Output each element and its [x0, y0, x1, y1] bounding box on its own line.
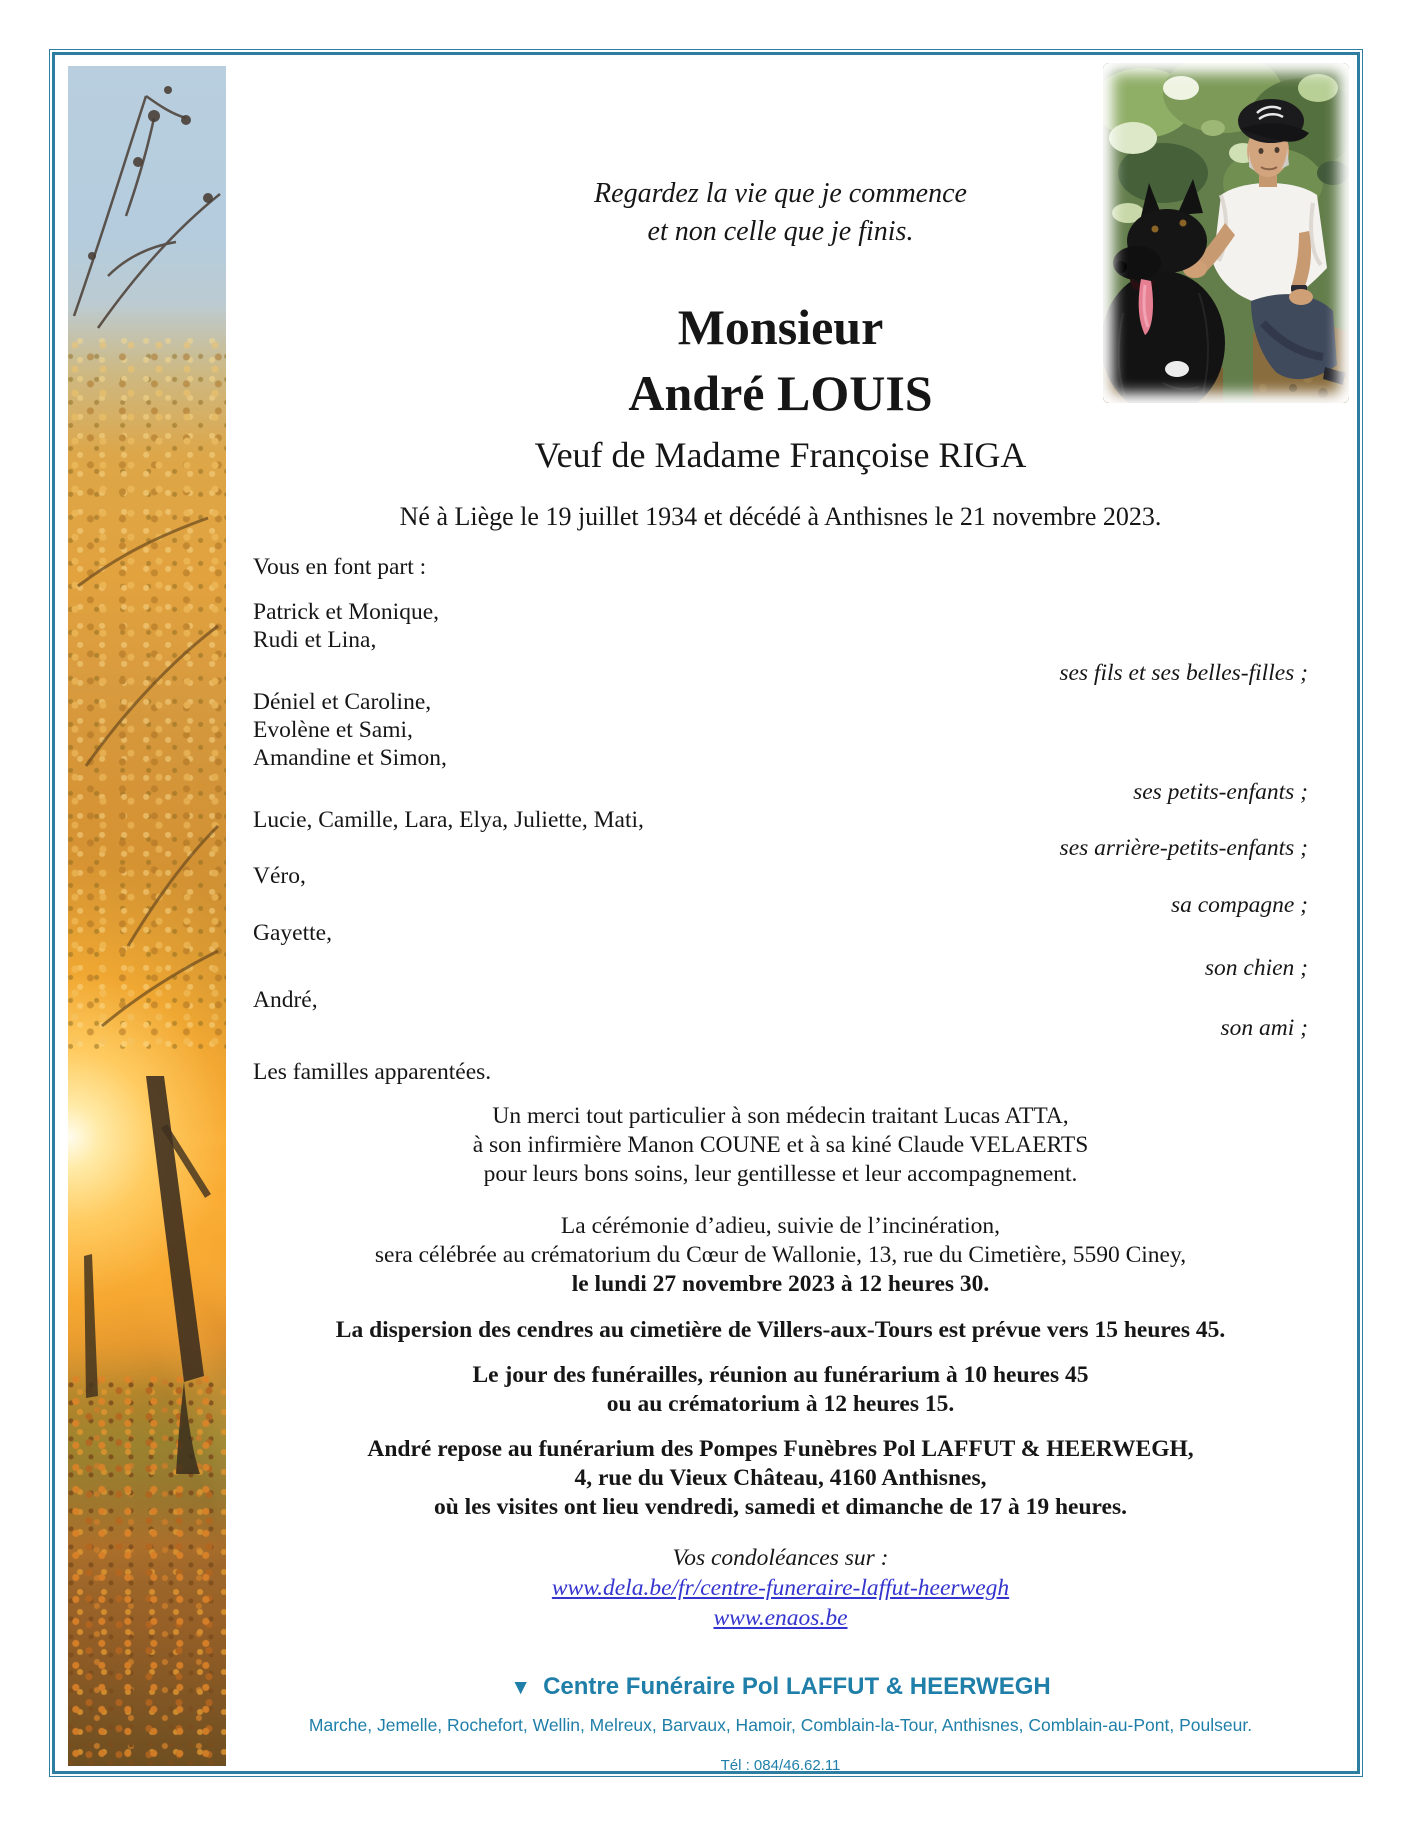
family-name: Rudi et Lina, [253, 627, 377, 653]
thanks-paragraph [253, 1102, 1308, 1189]
repose-line-1: André repose au funérarium des Pompes Funèbres Pol LAFFUT & HEERWEGH, [367, 1436, 1194, 1462]
triangle-down-icon: ▼ [510, 1676, 532, 1699]
ceremony-line-1: La cérémonie d’adieu, suivie de l’incinération, [560, 1213, 1001, 1239]
family-group-sons [253, 598, 1308, 654]
family-name: Evolène et Sami, [253, 717, 413, 743]
family-group-friend: André, [253, 987, 318, 1013]
decorative-page-border [52, 52, 1360, 1774]
title-monsieur: Monsieur [677, 299, 884, 355]
family-name: Déniel et Caroline, [253, 689, 432, 715]
autumn-trees-photo [68, 66, 226, 1766]
quote-line-2: et non celle que je finis. [647, 216, 914, 247]
family-name: Amandine et Simon, [253, 745, 447, 771]
thanks-line-2: à son infirmière Manon COUNE et à sa kiné Claude VELAERTS [472, 1132, 1089, 1158]
relation-label-dog: son chien ; [1204, 955, 1308, 981]
condolences-section [253, 1543, 1308, 1633]
deceased-name: André LOUIS [628, 365, 933, 421]
family-group-grandchildren [253, 688, 1308, 772]
condolences-link-enaos[interactable]: www.enaos.be [713, 1605, 848, 1631]
funeral-home-name: Centre Funéraire Pol LAFFUT & HEERWEGH [543, 1673, 1051, 1700]
reunion-line-1: Le jour des funérailles, réunion au funérarium à 10 heures 45 [472, 1362, 1089, 1388]
family-group-dog: Gayette, [253, 920, 332, 946]
widower-subtitle: Veuf de Madame Françoise RIGA [534, 435, 1027, 475]
repose-paragraph [253, 1435, 1308, 1522]
branches-art [68, 66, 226, 1766]
ashes-dispersion-notice: La dispersion des cendres au cimetière de Villers-aux-Tours est prévue vers 15 heures 45. [335, 1317, 1226, 1343]
family-group-great-grandchildren: Lucie, Camille, Lara, Elya, Juliette, Mati, [253, 807, 644, 833]
ceremony-paragraph [253, 1212, 1308, 1299]
family-name: Patrick et Monique, [253, 599, 440, 625]
repose-line-3: où les visites ont lieu vendredi, samedi et dimanche de 17 à 19 heures. [433, 1494, 1128, 1520]
thanks-line-1: Un merci tout particulier à son médecin traitant Lucas ATTA, [492, 1103, 1069, 1129]
reunion-line-2: ou au crématorium à 12 heures 15. [606, 1391, 955, 1417]
relation-label-grandchildren: ses petits-enfants ; [1133, 779, 1308, 805]
condolences-link-dela[interactable]: www.dela.be/fr/centre-funeraire-laffut-heerwegh [551, 1575, 1010, 1601]
condolences-label: Vos condoléances sur : [672, 1545, 889, 1571]
ceremony-line-2: sera célébrée au crématorium du Cœur de Wallonie, 13, rue du Cimetière, 5590 Ciney, [374, 1242, 1187, 1268]
relation-label-sons: ses fils et ses belles-filles ; [1059, 660, 1308, 686]
ceremony-date-time: le lundi 27 novembre 2023 à 12 heures 30. [571, 1271, 990, 1297]
funeral-home-heading [253, 1671, 1308, 1704]
opening-quote [253, 175, 1308, 251]
thanks-line-3: pour leurs bons soins, leur gentillesse et leur accompagnement. [483, 1161, 1078, 1187]
family-group-companion: Véro, [253, 863, 306, 889]
funeral-day-meeting [253, 1361, 1308, 1419]
announcement-intro: Vous en font part : [253, 554, 427, 580]
relation-label-friend: son ami ; [1220, 1015, 1308, 1041]
funeral-home-phone: Tél : 084/46.62.11 [720, 1757, 841, 1774]
deceased-title [253, 294, 1308, 426]
funeral-home-locations: Marche, Jemelle, Rochefort, Wellin, Melreux, Barvaux, Hamoir, Comblain-la-Tour, Anthisnes, Comblain-au-Pont, Poulseur. [308, 1715, 1253, 1735]
relation-label-great-grandchildren: ses arrière-petits-enfants ; [1059, 835, 1308, 861]
quote-line-1: Regardez la vie que je commence [594, 178, 967, 209]
announcement-text [253, 58, 1308, 1777]
life-dates: Né à Liège le 19 juillet 1934 et décédé à Anthisnes le 21 novembre 2023. [399, 502, 1162, 531]
repose-line-2: 4, rue du Vieux Château, 4160 Anthisnes, [574, 1465, 987, 1491]
families-closing: Les familles apparentées. [253, 1059, 492, 1085]
relation-label-companion: sa compagne ; [1170, 892, 1308, 918]
